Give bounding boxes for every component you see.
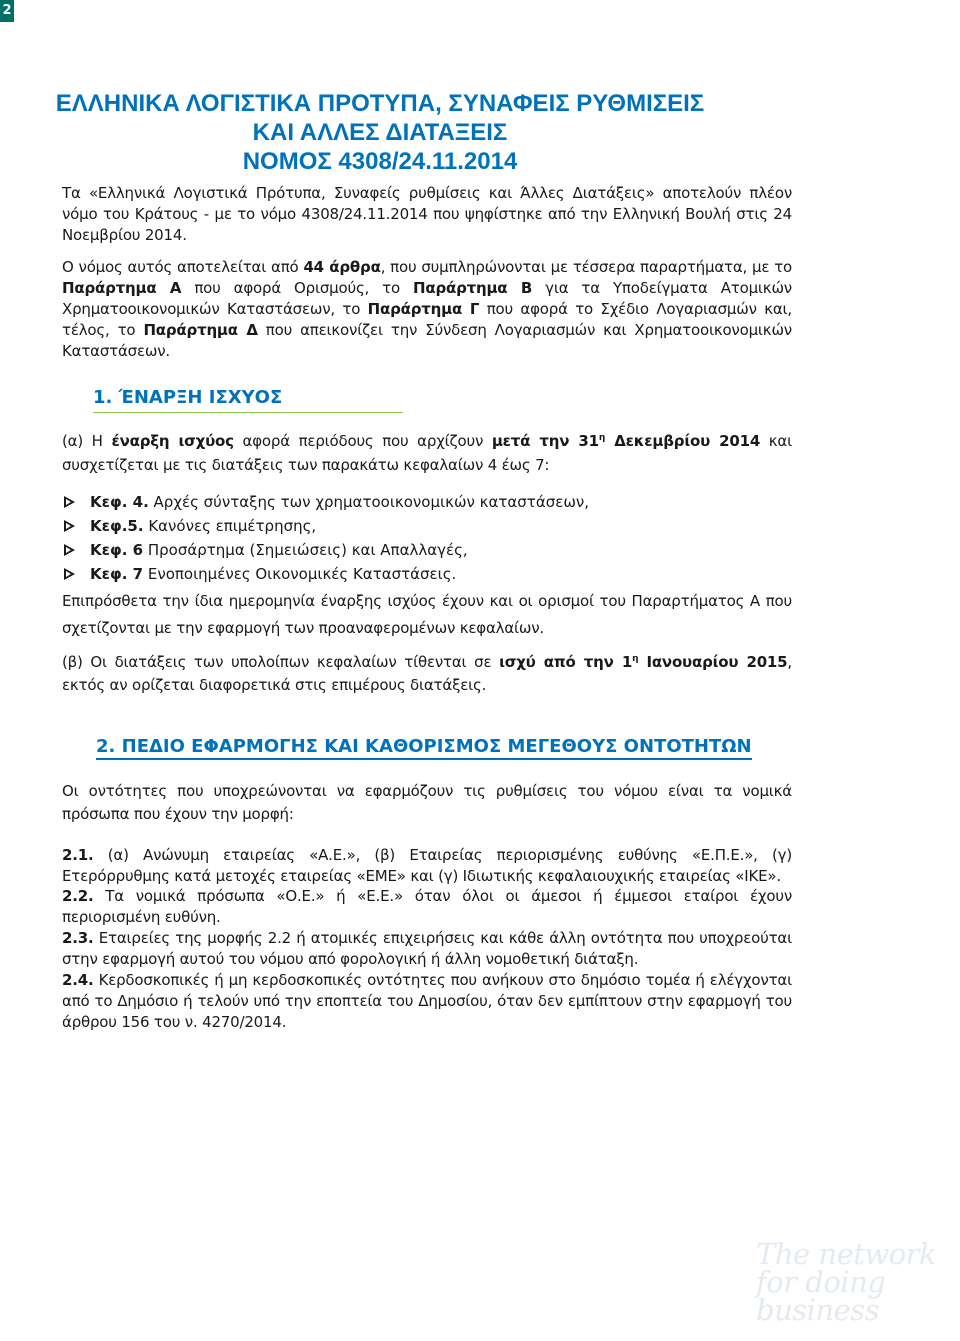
arrow-bullet-icon xyxy=(64,496,75,508)
section-1-extra-paragraph: Επιπρόσθετα την ίδια ημερομηνία έναρξης ισχύος έχουν και οι ορισμοί του Παραρτήματος Α που σχετίζονται με την εφαρμογή των προαναφερομένων κεφαλαίων. xyxy=(62,592,792,637)
arrow-bullet-icon xyxy=(64,520,75,532)
section-2-intro: Οι οντότητες που υποχρεώνονται να εφαρμόζουν τις ρυθμίσεις του νόμου είναι τα νομικά πρόσωπα που έχουν την μορφή: xyxy=(62,782,792,823)
item-2-3: 2.3. Εταιρείες της μορφής 2.2 ή ατομικές επιχειρήσεις και κάθε άλλη οντότητα που υποχρεούται στην εφαρμογή αυτού του νόμου από φορολογική ή άλλη νομοθετική διάταξη. xyxy=(62,929,792,968)
section-2-heading: 2. ΠΕΔΙΟ ΕΦΑΡΜΟΓΗΣ ΚΑΙ ΚΑΘΟΡΙΣΜΟΣ ΜΕΓΕΘΟΥΣ ΟΝΤΟΤΗΤΩΝ xyxy=(96,736,752,760)
list-item: Κεφ. 4. Αρχές σύνταξης των χρηματοοικονομικών καταστάσεων, xyxy=(62,490,792,514)
section-1-paragraph-b: (β) Οι διατάξεις των υπολοίπων κεφαλαίων τίθενται σε ισχύ από την $1^\eta$ Ιανουαρίου 2015, εκτός αν ορίζεται διαφορετικά στις επιμέρους διατάξεις. xyxy=(62,653,792,694)
title-line-1: ΕΛΛΗΝΙΚΑ ΛΟΓΙΣΤΙΚΑ ΠΡΟΤΥΠΑ, ΣΥΝΑΦΕΙΣ ΡΥΘΜΙΣΕΙΣ xyxy=(55,90,705,117)
list-item: Κεφ. 7 Ενοποιημένες Οικονομικές Καταστάσεις. xyxy=(62,562,792,586)
network-watermark: The network for doing business xyxy=(756,1237,937,1327)
arrow-bullet-icon xyxy=(64,544,75,556)
page-number: 2 xyxy=(0,0,14,22)
item-2-1: 2.1. (α) Ανώνυμη εταιρείας «Α.Ε.», (β) Εταιρείας περιορισμένης ευθύνης «Ε.Π.Ε.», (γ) Ετερόρρυθμης κατά μετοχές εταιρείας «ΕΜΕ» και (γ) Ιδιωτικής κεφαλαιουχικής εταιρείας «ΙΚΕ». xyxy=(62,846,792,885)
arrow-bullet-icon xyxy=(64,568,75,580)
item-2-2: 2.2. Τα νομικά πρόσωπα «Ο.Ε.» ή «Ε.Ε.» όταν όλοι οι άμεσοι ή έμμεσοι εταίροι έχουν περιορισμένη ευθύνη. xyxy=(62,887,792,926)
document-title xyxy=(20,89,740,176)
item-2-4: 2.4. Κερδοσκοπικές ή μη κερδοσκοπικές οντότητες που ανήκουν στο δημόσιο τομέα ή ελέγχονται από το Δημόσιο ή τελούν υπό την εποπτεία του Δημοσίου, όταν δεν εμπίπτουν στην εφαρμογή του άρθρου 156 του ν. 4270/2014. xyxy=(62,971,792,1031)
section-1-underline xyxy=(93,412,403,413)
chapter-list xyxy=(62,490,792,586)
intro-paragraph-1: Τα «Ελληνικά Λογιστικά Πρότυπα, Συναφείς ρυθμίσεις και Άλλες Διατάξεις» αποτελούν πλέον νόμο του Κράτους - με το νόμο 4308/24.11.2014 που ψηφίστηκε από την Ελληνική Βουλή στις 24 Νοεμβρίου 2014. xyxy=(62,184,792,244)
list-item: Κεφ.5. Κανόνες επιμέτρησης, xyxy=(62,514,792,538)
section-1-paragraph-a: (α) Η έναρξη ισχύος αφορά περιόδους που αρχίζουν μετά την $31^\eta$ Δεκεμβρίου 2014 και συσχετίζεται με τις διατάξεις των παρακάτω κεφαλαίων 4 έως 7: xyxy=(62,432,792,474)
list-item: Κεφ. 6 Προσάρτημα (Σημειώσεις) και Απαλλαγές, xyxy=(62,538,792,562)
intro-paragraph-2: Ο νόμος αυτός αποτελείται από 44 άρθρα, που συμπληρώνονται με τέσσερα παραρτήματα, με το Παράρτημα Α που αφορά Ορισμούς, το Παράρτημα Β για τα Υποδείγματα Ατομικών Χρηματοοικονομικών Καταστάσεων, το Παράρτημα Γ που αφορά το Σχέδιο Λογαριασμών και, τέλος, το Παράρτημα Δ που απεικονίζει την Σύνδεση Λογαριασμών και Χρηματοοικονομικών Καταστάσεων. xyxy=(62,258,792,360)
title-line-2: ΚΑΙ ΑΛΛΕΣ ΔΙΑΤΑΞΕΙΣ xyxy=(252,119,508,146)
title-line-3: ΝΟΜΟΣ 4308/24.11.2014 xyxy=(242,148,518,175)
section-1-heading: 1. ΈΝΑΡΞΗ ΙΣΧΥΟΣ xyxy=(93,387,283,408)
